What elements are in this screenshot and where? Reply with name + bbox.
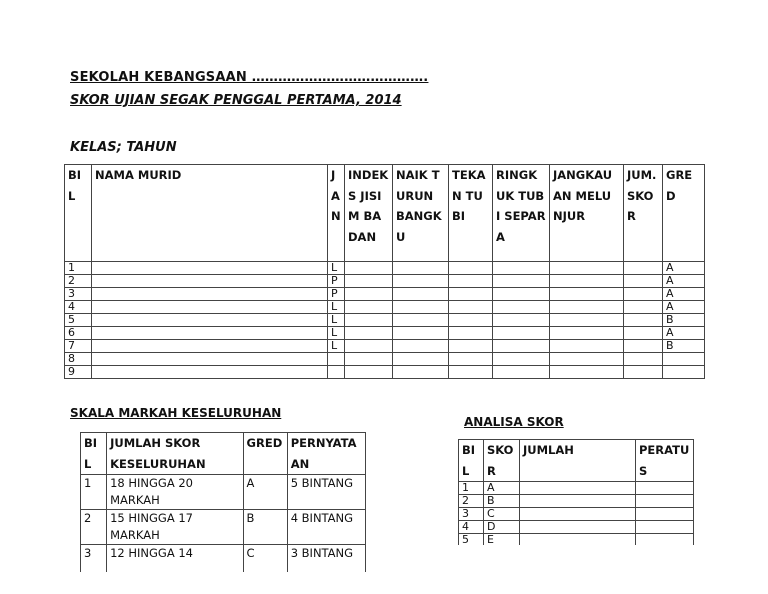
cell-tt[interactable] (449, 366, 493, 379)
cell-nama[interactable] (92, 366, 328, 379)
cell-jantina: L (328, 301, 345, 314)
main-score-table (64, 164, 705, 379)
cell-nama[interactable] (92, 340, 328, 353)
cell-gred: B (663, 340, 705, 353)
table-row (459, 495, 694, 508)
table-row (459, 521, 694, 534)
header-indeks-jisim-badan: INDEKS JISIM BADAN (345, 165, 393, 262)
analysis-header-peratus: PERATUS (636, 440, 694, 482)
scale-header-row (81, 433, 366, 475)
analysis-cell-peratus[interactable] (636, 482, 694, 495)
analysis-title: ANALISA SKOR (464, 415, 564, 429)
scale-table-clip (78, 432, 368, 572)
table-row (65, 340, 705, 353)
cell-tt[interactable] (449, 262, 493, 275)
scale-cell-pernyataan: 4 BINTANG (287, 510, 365, 545)
scale-header-pernyataan: PERNYATAAN (287, 433, 365, 475)
header-jantina: JAN (328, 165, 345, 262)
table-row (65, 366, 705, 379)
analysis-header-row (459, 440, 694, 482)
table-row (65, 301, 705, 314)
cell-tt[interactable] (449, 340, 493, 353)
cell-jm[interactable] (550, 327, 624, 340)
cell-ijb[interactable] (345, 288, 393, 301)
cell-jantina: L (328, 314, 345, 327)
table-row (65, 314, 705, 327)
scale-header-bil: BIL (81, 433, 107, 475)
cell-jm[interactable] (550, 275, 624, 288)
analysis-cell-skor: D (484, 521, 520, 534)
analysis-cell-jumlah[interactable] (520, 495, 636, 508)
cell-nama[interactable] (92, 262, 328, 275)
school-name-line: SEKOLAH KEBANGSAAN …………………………………. (70, 70, 429, 85)
cell-ntb[interactable] (393, 327, 449, 340)
cell-rts[interactable] (493, 275, 550, 288)
table-row (81, 545, 366, 572)
analysis-header-jumlah: JUMLAH (520, 440, 636, 482)
analysis-cell-skor: B (484, 495, 520, 508)
cell-gred (663, 366, 705, 379)
cell-jumlah[interactable] (624, 262, 663, 275)
cell-ntb[interactable] (393, 275, 449, 288)
scale-cell-bil: 3 (81, 545, 107, 572)
cell-tt[interactable] (449, 327, 493, 340)
scale-cell-gred: C (243, 545, 287, 572)
scale-cell-gred: B (243, 510, 287, 545)
cell-ijb[interactable] (345, 353, 393, 366)
cell-ntb[interactable] (393, 301, 449, 314)
cell-gred: A (663, 301, 705, 314)
cell-jumlah[interactable] (624, 288, 663, 301)
header-bil: BIL (65, 165, 92, 262)
cell-jantina: P (328, 275, 345, 288)
cell-gred: A (663, 288, 705, 301)
header-naik-turun-bangku: NAIK TURUN BANGKU (393, 165, 449, 262)
cell-jumlah[interactable] (624, 340, 663, 353)
cell-jumlah[interactable] (624, 314, 663, 327)
scale-cell-range: 18 HINGGA 20 MARKAH (107, 475, 243, 510)
cell-rts[interactable] (493, 314, 550, 327)
cell-gred: A (663, 262, 705, 275)
analysis-cell-bil: 3 (459, 508, 484, 521)
table-row (459, 508, 694, 521)
table-row (459, 482, 694, 495)
table-row (459, 534, 694, 545)
table-row (81, 510, 366, 545)
analysis-cell-bil: 1 (459, 482, 484, 495)
class-year-line: KELAS; TAHUN (70, 140, 177, 155)
cell-bil: 4 (65, 301, 92, 314)
analysis-cell-jumlah[interactable] (520, 482, 636, 495)
cell-bil: 2 (65, 275, 92, 288)
analysis-cell-skor: A (484, 482, 520, 495)
cell-jm[interactable] (550, 314, 624, 327)
analysis-cell-jumlah[interactable] (520, 534, 636, 545)
cell-nama[interactable] (92, 353, 328, 366)
scale-cell-bil: 2 (81, 510, 107, 545)
analysis-cell-peratus[interactable] (636, 508, 694, 521)
scale-header-gred: GRED (243, 433, 287, 475)
cell-ijb[interactable] (345, 340, 393, 353)
cell-gred: A (663, 327, 705, 340)
cell-ntb[interactable] (393, 314, 449, 327)
scale-cell-pernyataan: 3 BINTANG (287, 545, 365, 572)
cell-gred: B (663, 314, 705, 327)
cell-rts[interactable] (493, 340, 550, 353)
cell-jantina (328, 353, 345, 366)
cell-nama[interactable] (92, 314, 328, 327)
cell-rts[interactable] (493, 353, 550, 366)
analysis-cell-bil: 4 (459, 521, 484, 534)
scale-cell-range: 15 HINGGA 17 MARKAH (107, 510, 243, 545)
cell-ijb[interactable] (345, 262, 393, 275)
cell-ntb[interactable] (393, 340, 449, 353)
header-nama-murid: NAMA MURID (92, 165, 328, 262)
cell-jm[interactable] (550, 340, 624, 353)
cell-ntb[interactable] (393, 366, 449, 379)
cell-jumlah[interactable] (624, 353, 663, 366)
header-jumlah-skor: JUM. SKOR (624, 165, 663, 262)
cell-ijb[interactable] (345, 327, 393, 340)
scale-table (80, 432, 366, 572)
header-gred: GRED (663, 165, 705, 262)
header-ringkuk-tubi-separa: RINGKUK TUBI SEPARA (493, 165, 550, 262)
analysis-header-skor: SKOR (484, 440, 520, 482)
cell-jantina: L (328, 340, 345, 353)
cell-bil: 3 (65, 288, 92, 301)
cell-tt[interactable] (449, 288, 493, 301)
cell-rts[interactable] (493, 366, 550, 379)
cell-nama[interactable] (92, 301, 328, 314)
main-table-header-row (65, 165, 705, 262)
analysis-cell-bil: 2 (459, 495, 484, 508)
cell-gred: A (663, 275, 705, 288)
table-row (65, 353, 705, 366)
analysis-cell-jumlah[interactable] (520, 521, 636, 534)
cell-jantina: P (328, 288, 345, 301)
cell-jm[interactable] (550, 288, 624, 301)
scale-cell-gred: A (243, 475, 287, 510)
cell-jumlah[interactable] (624, 275, 663, 288)
cell-bil: 5 (65, 314, 92, 327)
cell-bil: 7 (65, 340, 92, 353)
analysis-table (458, 439, 694, 545)
cell-ntb[interactable] (393, 288, 449, 301)
cell-jumlah[interactable] (624, 366, 663, 379)
table-row (65, 262, 705, 275)
header-jangkauan-melunjur: JANGKAUAN MELUNJUR (550, 165, 624, 262)
cell-ijb[interactable] (345, 301, 393, 314)
cell-bil: 1 (65, 262, 92, 275)
analysis-cell-peratus[interactable] (636, 534, 694, 545)
cell-jantina: L (328, 262, 345, 275)
analysis-table-clip (458, 439, 698, 545)
analysis-cell-peratus[interactable] (636, 495, 694, 508)
table-row (65, 288, 705, 301)
cell-jantina: L (328, 327, 345, 340)
analysis-cell-peratus[interactable] (636, 521, 694, 534)
scale-header-jumlah: JUMLAH SKOR KESELURUHAN (107, 433, 243, 475)
cell-ijb[interactable] (345, 275, 393, 288)
cell-tt[interactable] (449, 314, 493, 327)
scale-title: SKALA MARKAH KESELURUHAN (70, 406, 282, 420)
cell-bil: 6 (65, 327, 92, 340)
cell-tt[interactable] (449, 275, 493, 288)
cell-ntb[interactable] (393, 262, 449, 275)
cell-ijb[interactable] (345, 366, 393, 379)
cell-jm[interactable] (550, 262, 624, 275)
cell-jm[interactable] (550, 353, 624, 366)
cell-nama[interactable] (92, 288, 328, 301)
exam-title: SKOR UJIAN SEGAK PENGGAL PERTAMA, 2014 (70, 93, 402, 108)
cell-jumlah[interactable] (624, 301, 663, 314)
cell-jm[interactable] (550, 366, 624, 379)
cell-ntb[interactable] (393, 353, 449, 366)
analysis-header-bil: BIL (459, 440, 484, 482)
cell-jantina (328, 366, 345, 379)
cell-ijb[interactable] (345, 314, 393, 327)
cell-rts[interactable] (493, 301, 550, 314)
scale-cell-range: 12 HINGGA 14 (107, 545, 243, 572)
cell-bil: 9 (65, 366, 92, 379)
analysis-cell-skor: C (484, 508, 520, 521)
cell-rts[interactable] (493, 262, 550, 275)
analysis-cell-jumlah[interactable] (520, 508, 636, 521)
cell-tt[interactable] (449, 301, 493, 314)
analysis-cell-bil: 5 (459, 534, 484, 545)
cell-gred (663, 353, 705, 366)
scale-cell-bil: 1 (81, 475, 107, 510)
table-row (65, 327, 705, 340)
cell-rts[interactable] (493, 288, 550, 301)
scale-cell-pernyataan: 5 BINTANG (287, 475, 365, 510)
cell-rts[interactable] (493, 327, 550, 340)
cell-nama[interactable] (92, 275, 328, 288)
cell-tt[interactable] (449, 353, 493, 366)
table-row (65, 275, 705, 288)
table-row (81, 475, 366, 510)
cell-nama[interactable] (92, 327, 328, 340)
analysis-cell-skor: E (484, 534, 520, 545)
cell-jm[interactable] (550, 301, 624, 314)
cell-jumlah[interactable] (624, 327, 663, 340)
cell-bil: 8 (65, 353, 92, 366)
header-tekan-tubi: TEKAN TUBI (449, 165, 493, 262)
